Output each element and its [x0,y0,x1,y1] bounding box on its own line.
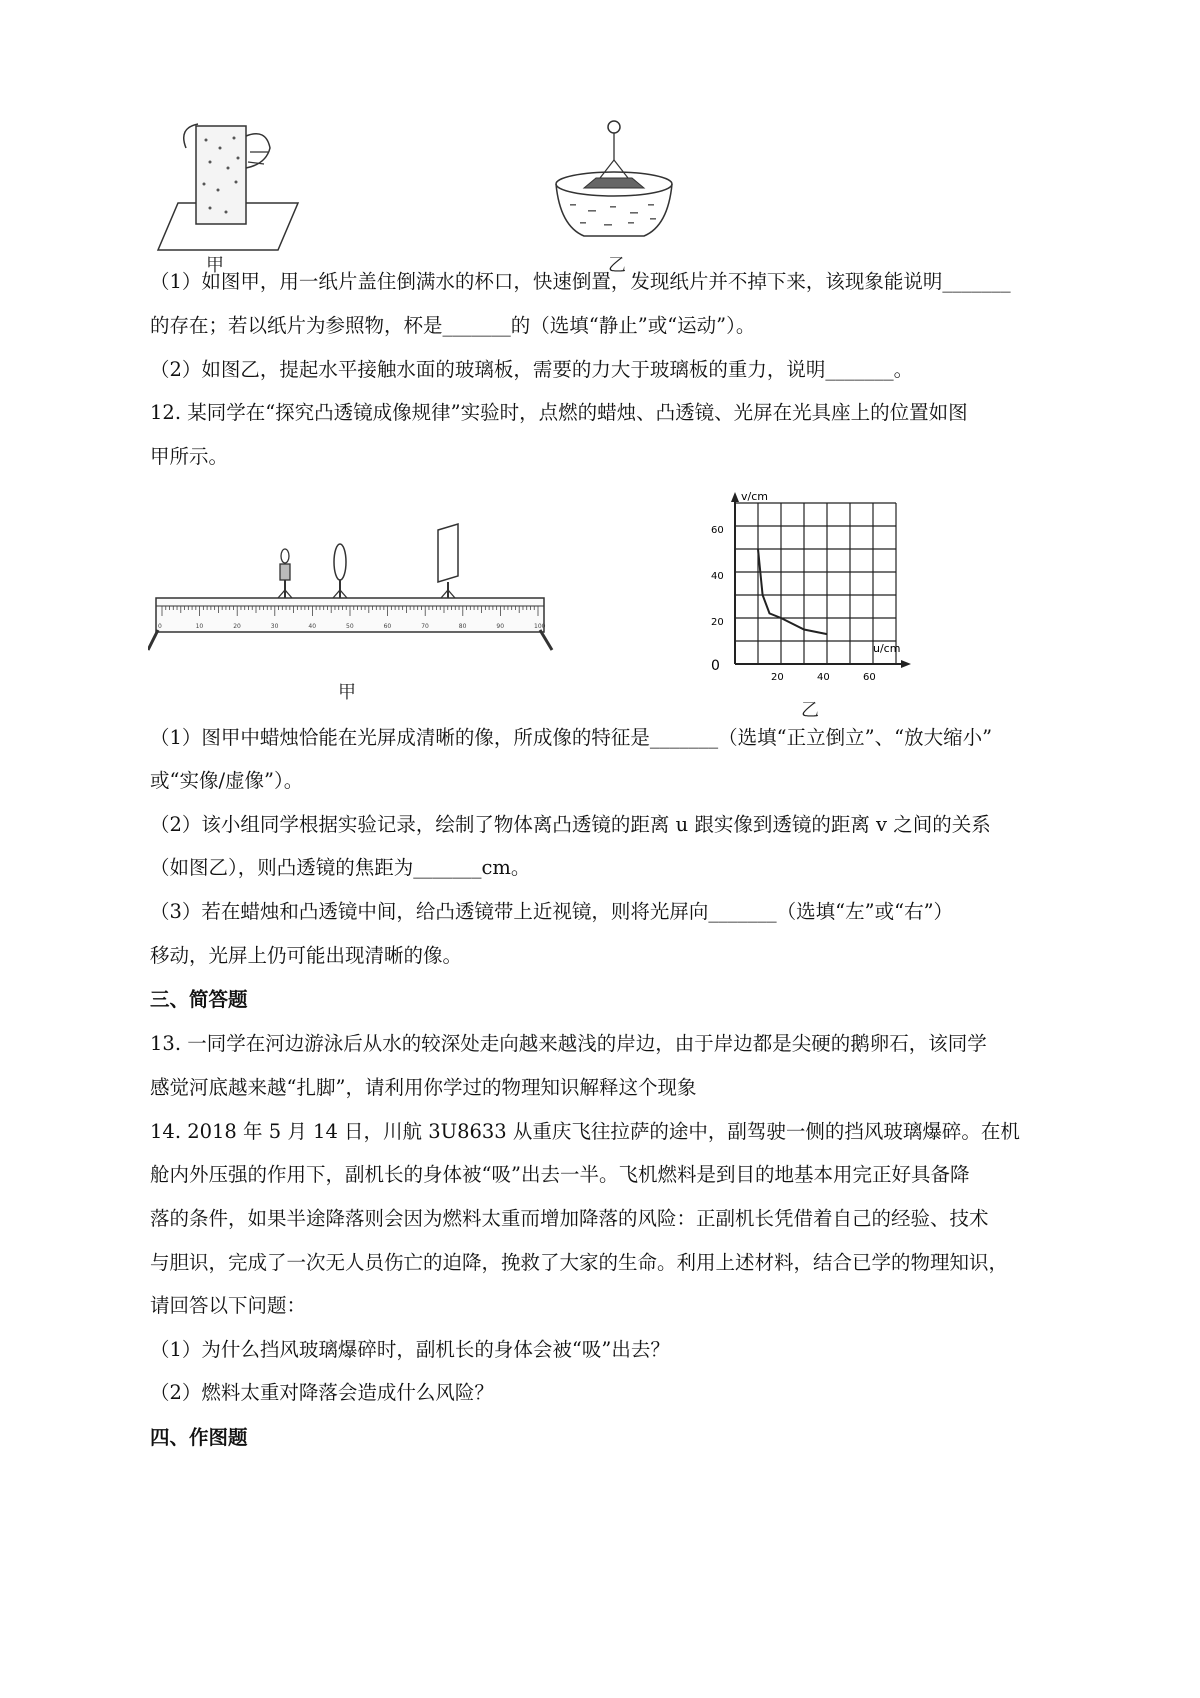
ruler-tick-label: 20 [233,623,241,630]
q12-part3-line2: 移动，光屏上仍可能出现清晰的像。 [150,944,463,967]
q13-line2: 感觉河底越来越“扎脚”，请利用你学过的物理知识解释这个现象 [150,1076,697,1099]
ruler-tick-label: 0 [158,623,162,630]
q14-sub2: （2）燃料太重对降落会造成什么风险？ [150,1381,494,1404]
q12-part2-line1: （2）该小组同学根据实验记录，绘制了物体离凸透镜的距离 u 跟实像到透镜的距离 v 之间的关系 [150,813,991,836]
figure-11-yi [556,121,672,273]
figure-11 [148,118,778,273]
x-tick-60: 60 [863,672,876,683]
q12-part1-line2: 或“实像/虚像”）。 [150,769,304,792]
light-screen [438,524,458,598]
q14-line3: 落的条件，如果半途降落则会因为燃料太重而增加降落的风险：正副机长凭借着自己的经验、技术 [150,1207,989,1230]
figure-12-jia-label: 甲 [338,682,356,703]
x-tick-40: 40 [817,672,830,683]
figure-12-jia [148,510,598,710]
x-axis-label: u/cm [873,642,901,655]
y-tick-60: 60 [711,525,724,536]
section-4-title: 四、作图题 [150,1426,248,1449]
q14-line4: 与胆识，完成了一次无人员伤亡的迫降，挽救了大家的生命。利用上述材料，结合已学的物理知识， [150,1251,1009,1274]
q11-part2: （2）如图乙，提起水平接触水面的玻璃板，需要的力大于玻璃板的重力，说明_______。 [150,358,914,381]
q13-line1: 13. 一同学在河边游泳后从水的较深处走向越来越浅的岸边，由于岸边都是尖硬的鹅卵石，该同学 [150,1032,987,1055]
ruler-tick-label: 10 [195,623,204,630]
figure-11-jia [158,124,298,273]
q14-line1: 14. 2018 年 5 月 14 日，川航 3U8633 从重庆飞往拉萨的途中，副驾驶一侧的挡风玻璃爆碎。在机 [150,1120,1020,1143]
figure-11-jia-label: 甲 [206,255,224,273]
ruler-tick-label: 100 [534,623,546,630]
q12-stem-line2: 甲所示。 [150,445,229,468]
graph-grid [735,503,896,664]
ruler-tick-label: 60 [383,623,392,630]
ruler-tick-label: 30 [270,623,279,630]
origin-label: 0 [711,658,720,674]
figure-12-yi [705,486,915,736]
q12-part1-line1: （1）图甲中蜡烛恰能在光屏成清晰的像，所成像的特征是_______（选填“正立倒立”、“放大缩小” [150,726,993,749]
y-axis-label: v/cm [741,490,768,503]
q11-part1-line1: （1）如图甲，用一纸片盖住倒满水的杯口，快速倒置，发现纸片并不掉下来，该现象能说明_______ [150,270,1011,293]
section-3-title: 三、简答题 [150,988,248,1011]
figure-11-yi-label: 乙 [608,255,626,273]
y-tick-40: 40 [711,571,724,582]
x-tick-20: 20 [771,672,784,683]
q12-part2-line2: （如图乙），则凸透镜的焦距为_______cm。 [150,856,531,879]
q14-sub1: （1）为什么挡风玻璃爆碎时，副机长的身体会被“吸”出去？ [150,1338,670,1361]
figure-12-yi-label: 乙 [801,700,819,721]
ruler-tick-label: 90 [496,623,505,630]
candle [278,549,292,598]
q12-part3-line1: （3）若在蜡烛和凸透镜中间，给凸透镜带上近视镜，则将光屏向_______（选填“左”或“右”） [150,900,954,923]
y-tick-20: 20 [711,617,724,628]
uv-curve-series [758,549,827,634]
q12-stem-line1: 12. 某同学在“探究凸透镜成像规律”实验时，点燃的蜡烛、凸透镜、光屏在光具座上的位置如图 [150,401,968,424]
q11-part1-line2: 的存在；若以纸片为参照物，杯是_______的（选填“静止”或“运动”）。 [150,314,756,337]
q14-line5: 请回答以下问题： [150,1294,307,1317]
ruler-tick-label: 40 [308,623,317,630]
ruler-tick-label: 70 [421,623,429,630]
ruler-tick-label: 50 [346,623,354,630]
ruler-tick-label: 80 [458,623,467,630]
convex-lens [333,544,347,598]
q14-line2: 舱内外压强的作用下，副机长的身体被“吸”出去一半。飞机燃料是到目的地基本用完正好具备降 [150,1163,970,1186]
